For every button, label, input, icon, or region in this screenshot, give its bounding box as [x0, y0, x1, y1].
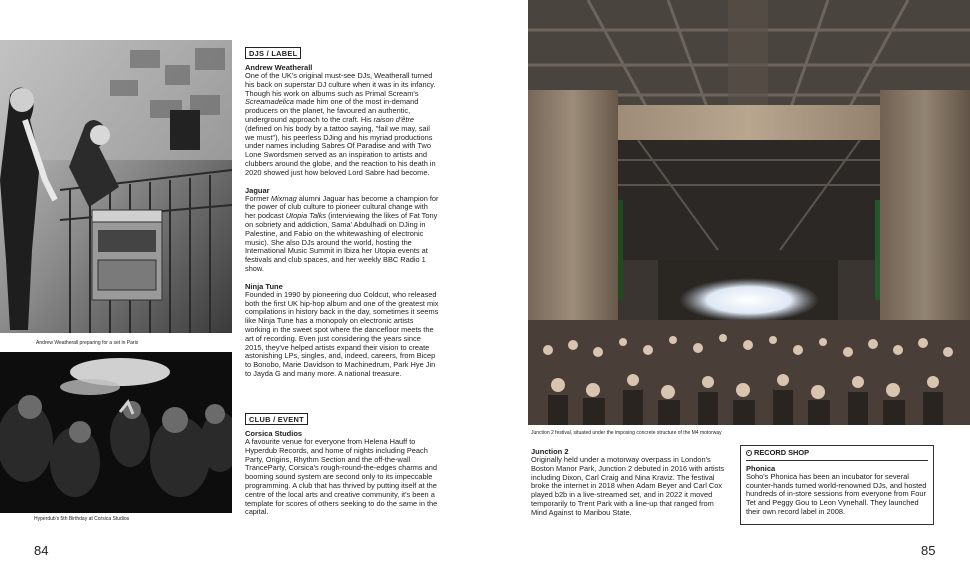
record-shop-box	[740, 445, 934, 525]
entry-body: Founded in 1990 by pioneering duo Coldcut, who released both the first UK hip-hop album and one of the greatest mix compilations in history back in the day, sometimes it seems like Ninja Tune has a monopoly on electronic artists working in the sweet spot where the dancefloor meets the art of recording. Even just considering the years since 2015, they've helped artists expand their vision to create astonishing LPs, singles, and, indeed, careers, from Bicep to Bonobo, Marie Davidson to Machinedrum, Park Hye Jin to Jayda G and many more. A national treasure.	[245, 289, 439, 378]
page-number: 85	[921, 543, 936, 558]
entry-title: Ninja Tune	[245, 281, 283, 291]
entry-ninja-tune	[245, 282, 440, 379]
junction-photo-caption: Junction 2 festival, situated under the imposing concrete structure of the M4 motorway	[531, 430, 722, 436]
entry-body: A favourite venue for everyone from Helena Hauff to Hyperdub Records, and home of nights including Peach Party, Origins, Rhythm Section and the off-the-wall TranceParty, Corsica's rough-round-the-edges charms and booming sound system are second only to its impeccable programming. A club that has thrived by putting itself at the centre of the local arts and creative community, it's been a template for scores of others seeking to do the same in the capital.	[245, 437, 438, 517]
entry-title: Andrew Weatherall	[245, 63, 313, 72]
entry-body: Former Mixmag alumni Jaguar has become a champion for the power of club culture to pioneer cultural change with her podcast Utopia Talks (interviewing the likes of Fat Tony on sobriety and addiction, Sama' Abdulhadi on DJing in Palestine, and Fabio on the whitewashing of electronic music). She also DJs around the world, hosting the International Music Summit in Ibiza her Utopia events at festivals and club spaces, and her weekly BBC Radio 1 show.	[245, 193, 439, 273]
dj-photo-caption: Andrew Weatherall preparing for a set in Paris	[36, 340, 139, 346]
entry-jaguar	[245, 186, 440, 274]
club-event-section	[245, 413, 440, 525]
entry-title: Junction 2	[531, 447, 569, 456]
section-tag-club: CLUB / EVENT	[245, 413, 308, 425]
crowd-photo	[0, 352, 232, 513]
record-icon	[746, 450, 752, 456]
entry-andrew-weatherall	[245, 63, 440, 178]
record-shop-tag: RECORD SHOP	[754, 448, 810, 457]
entry-body: One of the UK's original must-see DJs, Weatherall turned his back on superstar DJ culture when it was in its infancy. Though his work on albums such as Primal Scream's Screamadelica made him one of the most in-demand producers on the planet, he favoured an authentic, underground approach to the craft. His raison d'être (defined on his body by a tattoo saying, "fail we may, sail we must"), his peerless DJing and his myriad productions under names including Sabres Of Paradise and with Two Lone Swordsmen served as an inspiration to artists and clubbers around the globe, and the reaction to his death in 2020 showed just how beloved Lord Sabre had become.	[245, 71, 436, 177]
entry-title: Phonica	[746, 463, 776, 473]
crowd-photo-caption: Hyperdub's 5th Birthday at Corsica Studios	[34, 516, 130, 522]
record-shop-header	[746, 449, 928, 461]
page-number: 84	[34, 543, 49, 558]
dj-photo	[0, 40, 232, 333]
djs-label-section	[245, 47, 440, 387]
entry-body: Originally held under a motorway overpass in London's Boston Manor Park, Junction 2 debuted in 2016 with artists including Dixon, Carl Craig and Nina Kraviz. The festival broke the internet in 2018 when Adam Beyer and Carl Cox played b2b in a live-streamed set, and in 2022 it moved temporarily to Trent Park with a line-up that ranged from Mind Against to Maribou State.	[531, 455, 725, 517]
entry-title: Corsica Studios	[245, 429, 303, 438]
entry-body: Soho's Phonica has been an incubator for several counter-hands turned world-renowned DJs, and hosted hundreds of in-store sessions from everyone from Four Tet and Peggy Gou to Leon Vynehall. They launched their own record label in 2008.	[746, 471, 927, 516]
entry-title: Jaguar	[245, 185, 270, 195]
junction-photo	[528, 0, 970, 425]
section-tag-djs: DJS / LABEL	[245, 47, 301, 59]
junction-2-section	[531, 447, 731, 526]
